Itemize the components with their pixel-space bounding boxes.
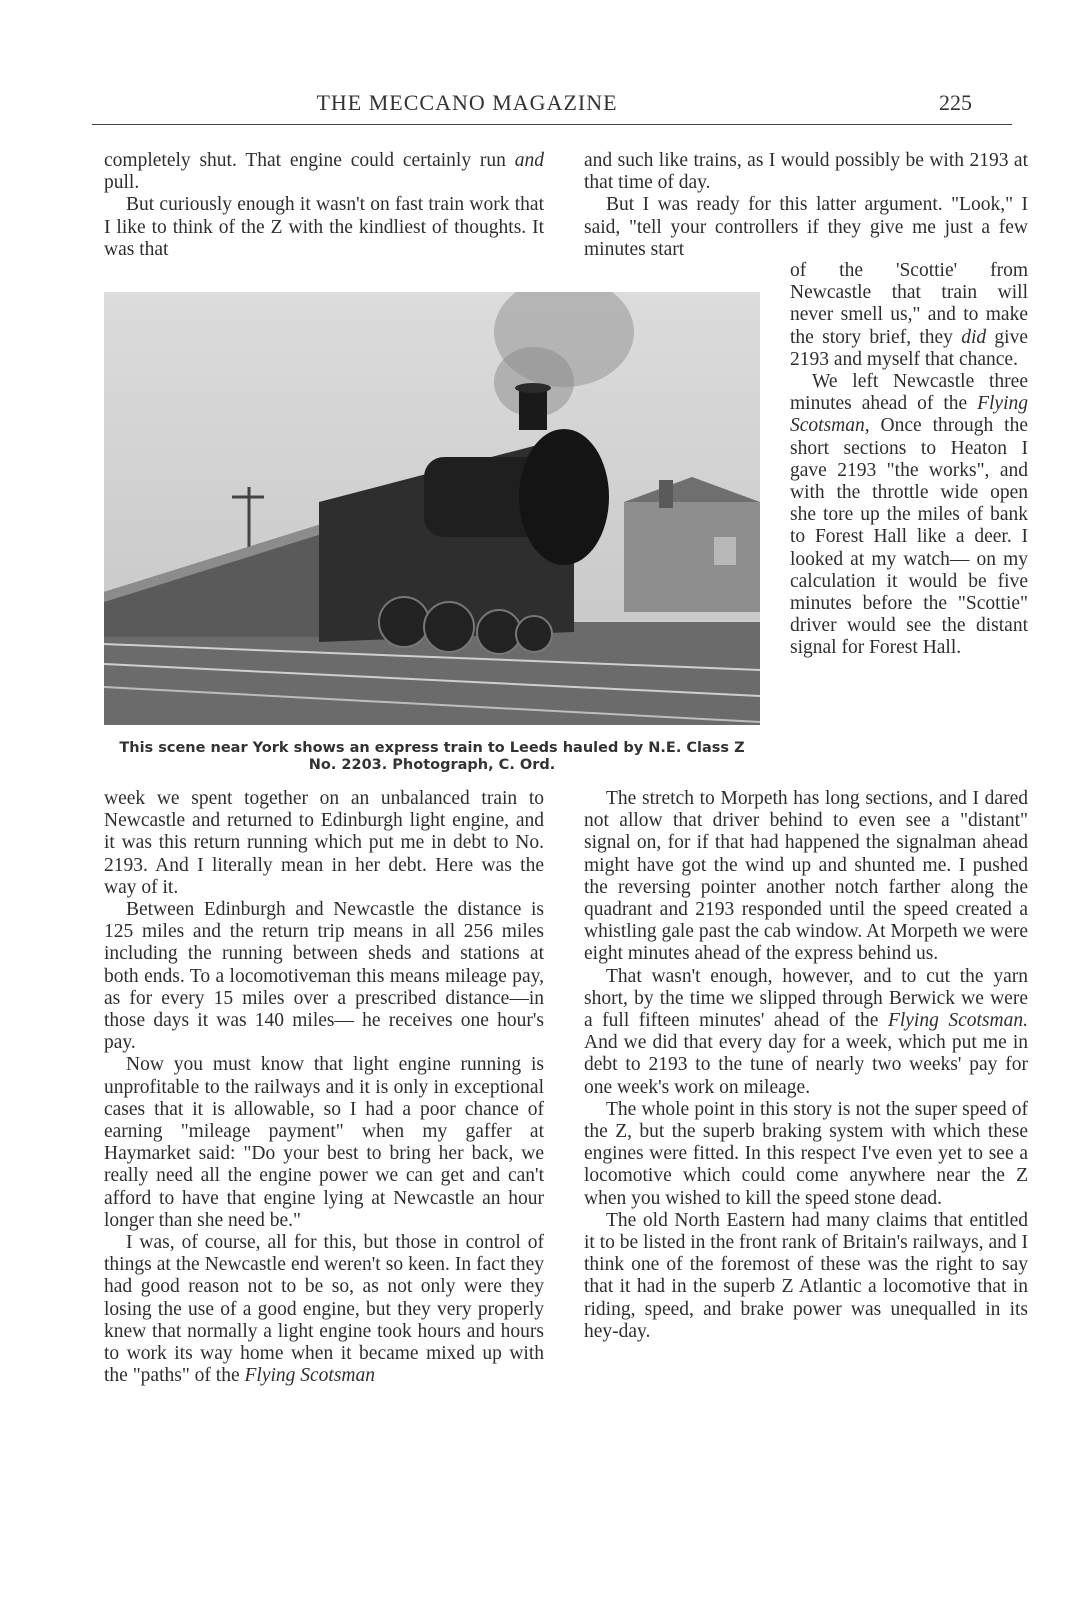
paragraph: We left Newcastle three minutes ahead of the Flying Scotsman, Once through the short sections to Heaton I gave 2193 "the works", and with the throttle wide open she tore up the miles of bank to Forest Hall like a deer. I looked at my watch— on my calculation it would be five minutes before the "Scottie" driver would see the distant signal for Forest Hall. [790,371,1028,659]
paragraph: The old North Eastern had many claims that entitled it to be listed in the front rank of Britain's railways, and I think one of the foremost of these was the right to say that it had in the superb Z Atlantic a locomotive that in riding, speed, and brake power was unequalled in its hey-day. [584,1209,1028,1342]
paragraph: and such like trains, as I would possibly be with 2193 at that time of day. [584,150,1028,194]
paragraph: But I was ready for this latter argument. "Look," I said, "tell your controllers if they give me just a few minutes start [584,194,1028,260]
magazine-title: THE MECCANO MAGAZINE [316,90,618,115]
column-2-top [584,150,1028,261]
column-2-bottom [584,788,1028,1343]
paragraph: Now you must know that light engine running is unprofitable to the railways and it is only in exceptional cases that it is allowable, so I had a poor chance of earning "mileage payment" when my gaffer at Haymarket said: "Do your best to bring her back, we really need all the engine power we can get and can't afford to have that engine lying at Newcastle an hour longer than she need be." [104,1054,544,1231]
paragraph: That wasn't enough, however, and to cut the yarn short, by the time we slipped through Berwick we were a full fifteen minutes' ahead of the Flying Scotsman. And we did that every day for a week, which put me in debt to 2193 to the tune of nearly two weeks' pay for one week's work on mileage. [584,965,1028,1098]
paragraph: The whole point in this story is not the super speed of the Z, but the superb braking system with which these engines were fitted. In this respect I've even yet to see a locomotive which could come anywhere near the Z when you wished to kill the speed stone dead. [584,1098,1028,1209]
caption-line: No. 2203. Photograph, C. Ord. [308,757,556,773]
column-2-wrap-text [790,260,1028,660]
locomotive-illustration [104,292,760,725]
page-number: 225 [939,90,972,115]
photo-caption [104,740,760,774]
paragraph: I was, of course, all for this, but those in control of things at the Newcastle end weren't so keen. In fact they had good reason not to be so, as not only were they losing the use of a good engine, but they very properly knew that normally a light engine took hours and hours to work its way home when it became mixed up with the "paths" of the Flying Scotsman [104,1232,544,1387]
paragraph: The stretch to Morpeth has long sections, and I dared not allow that driver behind to even see a "distant" signal on, for if that had happened the signalman ahead might have got the wind up and shunted me. I pushed the reversing pointer another notch farther along the quadrant and 2193 responded until the speed created a whistling gale past the cab window. At Morpeth we were eight minutes ahead of the express behind us. [584,788,1028,965]
column-1-top [104,150,544,261]
paragraph: completely shut. That engine could certainly run and pull. [104,150,544,194]
paragraph: But curiously enough it wasn't on fast train work that I like to think of the Z with the kindliest of thoughts. It was that [104,194,544,260]
paragraph: of the 'Scottie' from Newcastle that train will never smell us," and to make the story brief, they did give 2193 and myself that chance. [790,260,1028,370]
paragraph: week we spent together on an unbalanced train to Newcastle and returned to Edinburgh light engine, and it was this return running which put me in debt to No. 2193. And I literally mean in her debt. Here was the way of it. [104,788,544,898]
caption-line: This scene near York shows an express train to Leeds hauled by N.E. Class Z [119,740,745,756]
column-1-bottom [104,788,544,1387]
page-header [92,88,1012,125]
paragraph: Between Edinburgh and Newcastle the distance is 125 miles and the return trip means in all 256 miles including the running between sheds and stations at both ends. To a locomotiveman this means mileage pay, as for every 15 miles over a prescribed distance—in those days it was 140 miles— he receives one hour's pay. [104,899,544,1054]
train-photograph [104,292,760,725]
